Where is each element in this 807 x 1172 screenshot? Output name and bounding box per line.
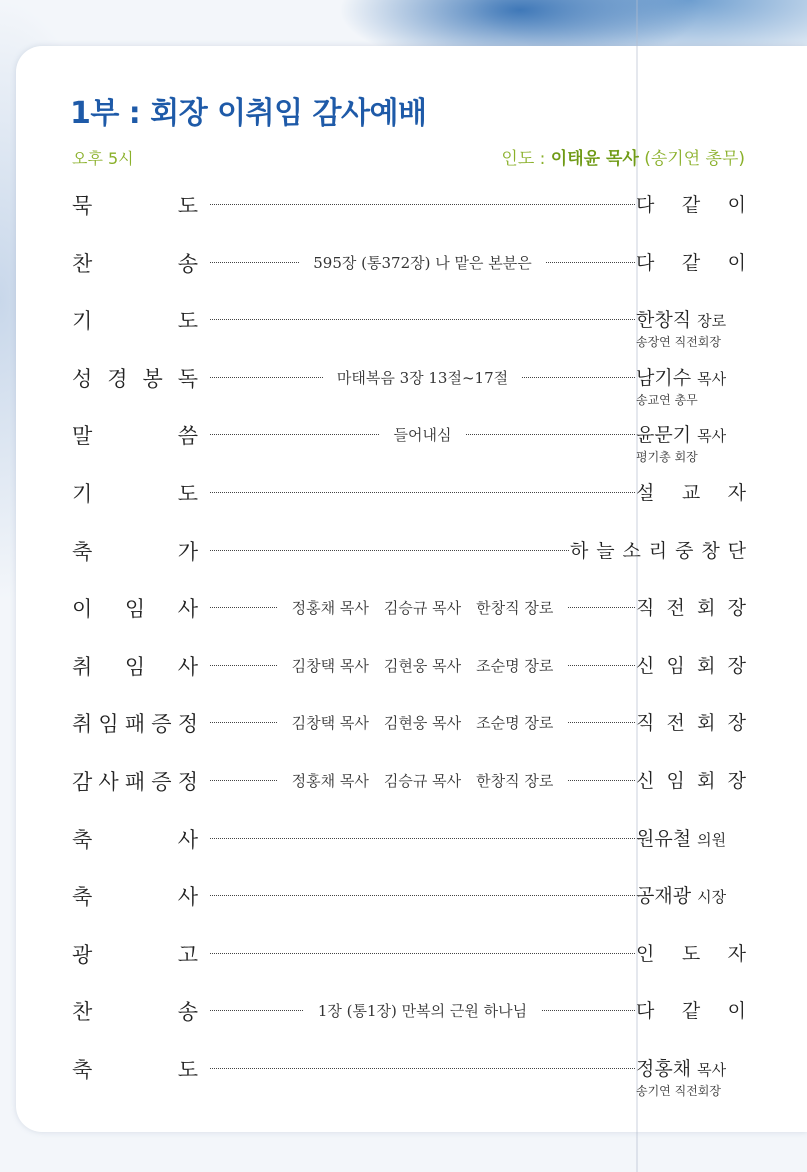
performer-char: 회 xyxy=(697,654,716,677)
service-time: 오후 5시 xyxy=(72,149,134,168)
performer-char: 인 xyxy=(636,942,655,965)
performer-char: 회 xyxy=(697,597,716,620)
program-item-performer xyxy=(636,420,746,465)
performer-char: 이 xyxy=(727,251,746,274)
leader-dots xyxy=(210,204,635,205)
program-item-detail xyxy=(210,655,635,676)
program-item-performer xyxy=(636,305,746,350)
program-row xyxy=(0,881,807,939)
performer-title: 의원 xyxy=(697,830,727,849)
label-char: 도 xyxy=(177,482,198,506)
performer-char: 창 xyxy=(701,539,720,562)
performer-title: 시장 xyxy=(697,888,727,907)
label-char: 송 xyxy=(177,251,198,276)
leader-prefix: 인도 : xyxy=(501,149,551,169)
label-char: 축 xyxy=(72,885,93,910)
performer-char: 임 xyxy=(666,654,685,677)
program-item-performer xyxy=(636,190,746,217)
label-char: 도 xyxy=(177,194,198,218)
program-row xyxy=(0,363,807,421)
program-item-label xyxy=(72,708,198,738)
leader-dots xyxy=(210,953,635,954)
label-char: 가 xyxy=(177,539,198,564)
leader-dots xyxy=(210,319,635,320)
performer-name: 한창직 xyxy=(636,309,698,332)
program-item-label xyxy=(72,536,198,566)
performer-char: 늘 xyxy=(596,539,615,562)
performer-char: 직 xyxy=(636,597,655,620)
label-char: 정 xyxy=(177,770,198,794)
program-item-label xyxy=(72,305,198,335)
program-row xyxy=(0,420,807,478)
leader-dots xyxy=(210,550,569,551)
label-char: 임 xyxy=(98,712,119,737)
program-row xyxy=(0,708,807,766)
performer-char: 자 xyxy=(727,942,746,965)
detail-text: 김창택 목사 김현웅 목사 조순명 장로 xyxy=(278,714,568,732)
label-char: 사 xyxy=(98,770,119,794)
performer-char: 같 xyxy=(681,194,701,216)
leader-dots xyxy=(210,838,635,839)
label-char: 사 xyxy=(177,597,198,622)
performer-char: 다 xyxy=(636,251,655,274)
performer-char: 장 xyxy=(727,597,746,620)
program-item-performer xyxy=(636,824,746,851)
label-char: 증 xyxy=(151,712,172,737)
program-item-label xyxy=(72,824,198,854)
label-char: 도 xyxy=(177,309,198,334)
performer-name: 윤문기 xyxy=(636,424,698,447)
label-char: 경 xyxy=(107,366,128,391)
program-item-label xyxy=(72,593,198,623)
program-item-performer xyxy=(636,478,746,505)
label-char: 고 xyxy=(177,942,198,967)
service-leader xyxy=(501,144,745,169)
label-char: 독 xyxy=(177,366,198,391)
program-item-label xyxy=(72,651,198,681)
label-char: 취 xyxy=(72,712,93,737)
label-char: 사 xyxy=(177,885,198,910)
label-char: 임 xyxy=(124,654,146,679)
label-char: 묵 xyxy=(72,194,93,218)
performer-char: 이 xyxy=(727,1000,746,1023)
program-row xyxy=(0,1054,807,1112)
performer-name: 남기수 xyxy=(636,366,698,389)
label-char: 감 xyxy=(72,770,93,794)
label-char: 축 xyxy=(72,539,93,564)
program-item-label xyxy=(72,939,198,969)
performer-name: 원유철 xyxy=(636,827,698,850)
performer-title: 목사 xyxy=(697,369,727,388)
program-item-performer xyxy=(636,939,746,966)
performer-char: 같 xyxy=(681,1000,701,1023)
program-item-performer xyxy=(636,363,746,408)
program-item-label xyxy=(72,420,198,450)
program-item-label xyxy=(72,881,198,911)
program-row xyxy=(0,248,807,306)
label-char: 성 xyxy=(72,366,93,391)
program-item-performer xyxy=(636,996,746,1023)
label-char: 패 xyxy=(124,712,146,737)
leader-dots xyxy=(210,1068,635,1069)
program-item-performer xyxy=(636,651,746,678)
performer-char: 장 xyxy=(727,654,746,677)
performer-char: 하 xyxy=(570,539,589,562)
performer-char: 교 xyxy=(681,482,701,504)
performer-name: 정홍채 xyxy=(636,1058,698,1080)
program-item-detail xyxy=(210,770,635,791)
performer-char: 직 xyxy=(636,712,655,735)
performer-title: 장로 xyxy=(697,312,727,331)
performer-char: 리 xyxy=(648,539,668,562)
program-item-detail xyxy=(210,597,635,618)
leader-org: (송기연 총무) xyxy=(638,149,745,169)
performer-org: 평기총 회장 xyxy=(636,450,698,465)
performer-char: 다 xyxy=(636,1000,655,1023)
program-item-label xyxy=(72,248,198,278)
performer-char: 회 xyxy=(697,712,716,735)
program-row xyxy=(0,190,807,248)
program-item-label xyxy=(72,996,198,1026)
performer-title: 목사 xyxy=(697,427,727,446)
leader-dots xyxy=(210,895,635,896)
program-row xyxy=(0,478,807,536)
program-item-detail xyxy=(210,252,635,273)
performer-char: 전 xyxy=(666,597,685,620)
performer-char: 장 xyxy=(727,712,746,735)
program-row xyxy=(0,996,807,1054)
label-char: 축 xyxy=(72,1058,93,1082)
performer-char: 임 xyxy=(666,770,685,792)
leader-dots xyxy=(210,492,635,493)
performer-char: 전 xyxy=(666,712,685,735)
label-char: 광 xyxy=(72,942,93,967)
label-char: 송 xyxy=(177,1000,198,1025)
program-item-label xyxy=(72,1054,198,1084)
label-char: 증 xyxy=(151,770,172,794)
performer-char: 도 xyxy=(681,942,701,965)
performer-char: 소 xyxy=(622,539,641,562)
label-char: 이 xyxy=(72,597,93,622)
program-row xyxy=(0,939,807,997)
performer-char: 같 xyxy=(681,251,701,274)
program-item-performer xyxy=(636,593,746,620)
label-char: 사 xyxy=(177,654,198,679)
performer-char: 신 xyxy=(636,770,655,792)
program-item-performer xyxy=(636,1054,746,1099)
label-char: 기 xyxy=(72,482,93,506)
label-char: 축 xyxy=(72,827,93,852)
program-item-detail xyxy=(210,1000,635,1021)
program-row xyxy=(0,651,807,709)
label-char: 봉 xyxy=(142,366,163,391)
detail-text: 김창택 목사 김현웅 목사 조순명 장로 xyxy=(278,657,568,675)
program-item-label xyxy=(72,478,198,508)
program-item-performer xyxy=(636,766,746,793)
program-item-detail xyxy=(210,367,635,388)
label-char: 도 xyxy=(177,1058,198,1082)
detail-text: 들어내심 xyxy=(380,426,466,444)
performer-char: 회 xyxy=(697,770,716,792)
leader-name: 이태윤 목사 xyxy=(550,149,639,169)
performer-name: 공재광 xyxy=(636,885,698,908)
program-row xyxy=(0,766,807,824)
label-char: 임 xyxy=(124,597,146,622)
performer-org: 송기연 직전회장 xyxy=(636,1084,721,1098)
performer-char: 장 xyxy=(727,770,746,792)
label-char: 찬 xyxy=(72,1000,93,1025)
performer-char: 다 xyxy=(636,194,655,216)
program-item-performer xyxy=(636,881,746,908)
detail-text: 정홍채 목사 김승규 목사 한창직 장로 xyxy=(278,772,568,790)
performer-char: 단 xyxy=(727,539,746,562)
performer-char: 신 xyxy=(636,654,655,677)
detail-text: 1장 (통1장) 만복의 근원 하나님 xyxy=(304,1002,541,1020)
program-row xyxy=(0,536,807,594)
program-item-label xyxy=(72,363,198,393)
program-row xyxy=(0,824,807,882)
program-item-performer xyxy=(636,708,746,735)
label-char: 취 xyxy=(72,654,93,679)
program-item-performer xyxy=(570,536,746,563)
performer-char: 이 xyxy=(727,194,746,216)
program-row xyxy=(0,593,807,651)
program-item-label xyxy=(72,190,198,220)
program-item-detail xyxy=(210,712,635,733)
performer-title: 목사 xyxy=(697,1061,727,1079)
program-item-performer xyxy=(636,248,746,275)
program-row xyxy=(0,305,807,363)
label-char: 기 xyxy=(72,309,93,334)
performer-char: 자 xyxy=(727,482,746,504)
detail-text: 마태복음 3장 13절~17절 xyxy=(323,369,522,387)
performer-char: 설 xyxy=(636,482,655,504)
label-char: 패 xyxy=(124,770,146,794)
program-item-label xyxy=(72,766,198,796)
program-item-detail xyxy=(210,424,635,445)
detail-text: 595장 (통372장) 나 맡은 본분은 xyxy=(299,254,545,272)
label-char: 사 xyxy=(177,827,198,852)
performer-org: 송장연 직전회장 xyxy=(636,335,721,350)
label-char: 씀 xyxy=(177,424,198,449)
performer-org: 송교연 총무 xyxy=(636,392,698,407)
label-char: 찬 xyxy=(72,251,93,276)
detail-text: 정홍채 목사 김승규 목사 한창직 장로 xyxy=(278,599,568,617)
page-title: 1부 : 회장 이취임 감사예배 xyxy=(70,96,427,131)
label-char: 정 xyxy=(177,712,198,737)
label-char: 말 xyxy=(72,424,93,449)
performer-char: 중 xyxy=(675,539,694,562)
